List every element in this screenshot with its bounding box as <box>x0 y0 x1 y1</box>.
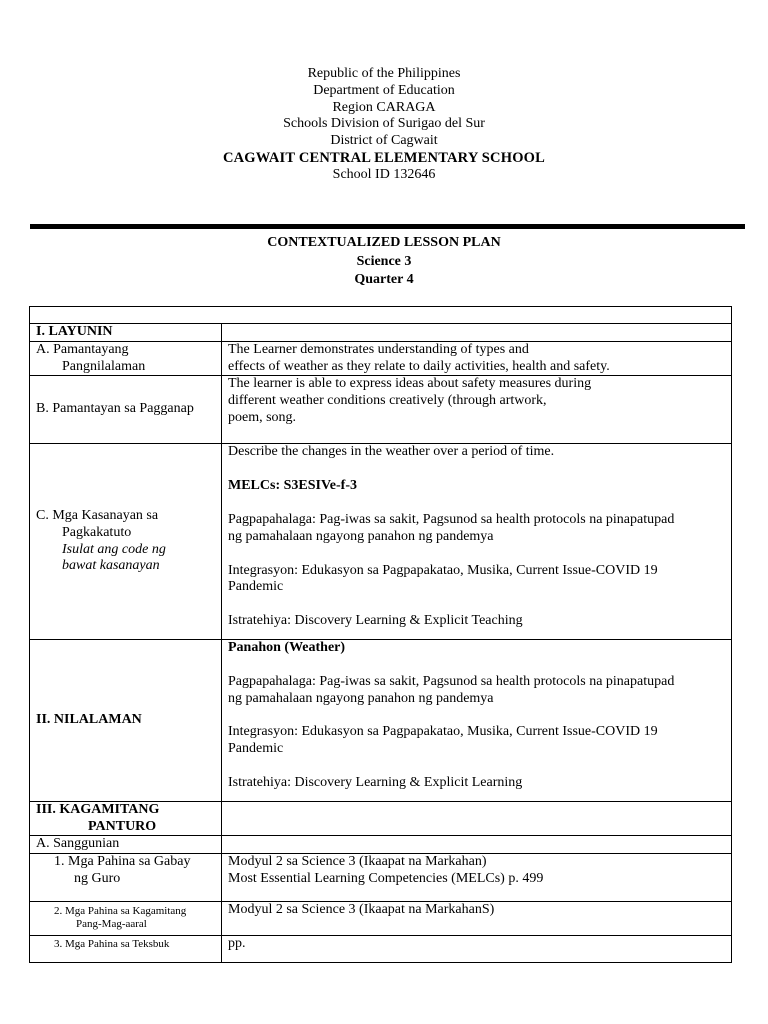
kagamitang-label-line1: III. KAGAMITANG <box>36 801 160 817</box>
kasanayan-label-line3: Isulat ang code ng <box>62 541 166 557</box>
row-layunin <box>30 324 732 342</box>
spacer-cell <box>30 307 732 324</box>
row-kagamitang-panturo <box>30 801 732 836</box>
layunin-label: I. LAYUNIN <box>30 324 222 342</box>
kasanayan-melcs: MELCs: S3ESIVe-f-3 <box>228 478 357 494</box>
kagamitang-label <box>30 801 222 836</box>
lesson-plan-title <box>0 234 768 290</box>
header-divider <box>30 224 745 229</box>
gabay-text-line2: Most Essential Learning Competencies (MELCs) p. 499 <box>228 870 544 886</box>
nilalaman-integrasyon-line2: Pandemic <box>228 741 284 757</box>
kasanayan-label-line4: bawat kasanayan <box>62 558 160 574</box>
gabay-label-line2: ng Guro <box>74 870 121 886</box>
document-header <box>0 66 768 184</box>
row-kasanayan <box>30 444 732 640</box>
header-region: Region CARAGA <box>332 99 436 115</box>
kasanayan-istratehiya: Istratehiya: Discovery Learning & Explicit Teaching <box>228 613 523 629</box>
nilalaman-istratehiya: Istratehiya: Discovery Learning & Explicit Learning <box>228 774 523 790</box>
kasanayan-pagpapahalaga-line1: Pagpapahalaga: Pag-iwas sa sakit, Pagsunod sa health protocols na pinapatupad <box>228 511 675 527</box>
nilalaman-integrasyon-line1: Integrasyon: Edukasyon sa Pagpapakatao, Musika, Current Issue-COVID 19 <box>228 724 658 740</box>
header-department: Department of Education <box>313 82 455 98</box>
kasanayan-integrasyon-line1: Integrasyon: Edukasyon sa Pagpapakatao, Musika, Current Issue-COVID 19 <box>228 562 658 578</box>
header-district: District of Cagwait <box>330 133 438 149</box>
kasanayan-value <box>222 444 732 640</box>
row-pamantayan-pagganap <box>30 376 732 444</box>
pamantayang-label <box>30 341 222 376</box>
mag-aaral-value: Modyul 2 sa Science 3 (Ikaapat na MarkahanS) <box>222 902 732 936</box>
row-gabay-guro <box>30 854 732 902</box>
nilalaman-value <box>222 639 732 801</box>
kasanayan-label <box>30 444 222 640</box>
row-kagamitang-mag-aaral <box>30 902 732 936</box>
header-division: Schools Division of Surigao del Sur <box>283 116 485 132</box>
gabay-value <box>222 854 732 902</box>
pagganap-text-line2: different weather conditions creatively (through artwork, <box>228 393 547 409</box>
pamantayang-label-line1: A. Pamantayang <box>36 341 129 357</box>
gabay-label <box>30 854 222 902</box>
title-lesson-plan: CONTEXTUALIZED LESSON PLAN <box>267 235 501 250</box>
title-quarter: Quarter 4 <box>354 272 414 287</box>
mag-aaral-label-line2: Pang-Mag-aaral <box>76 917 147 930</box>
gabay-text-line1: Modyul 2 sa Science 3 (Ikaapat na Markahan) <box>228 854 487 870</box>
row-sanggunian <box>30 836 732 854</box>
sanggunian-label: A. Sanggunian <box>30 836 222 854</box>
pamantayang-text-line2: effects of weather as they relate to daily activities, health and safety. <box>228 358 610 374</box>
gabay-label-line1: 1. Mga Pahina sa Gabay <box>54 854 191 870</box>
kasanayan-label-line2: Pagkakatuto <box>62 524 132 540</box>
header-republic: Republic of the Philippines <box>307 66 461 81</box>
pagganap-text-line1: The learner is able to express ideas about safety measures during <box>228 376 592 392</box>
nilalaman-topic: Panahon (Weather) <box>228 639 346 655</box>
pagganap-text-line3: poem, song. <box>228 409 297 425</box>
nilalaman-pagpapahalaga-line1: Pagpapahalaga: Pag-iwas sa sakit, Pagsunod sa health protocols na pinapatupad <box>228 673 675 689</box>
kagamitang-value <box>222 801 732 836</box>
kasanayan-pagpapahalaga-line2: ng pamahalaan ngayong panahon ng pandemya <box>228 528 494 544</box>
pamantayang-text-line1: The Learner demonstrates understanding of types and <box>228 341 529 357</box>
layunin-value <box>222 324 732 342</box>
header-school-name: CAGWAIT CENTRAL ELEMENTARY SCHOOL <box>222 149 546 166</box>
row-teksbuk <box>30 936 732 963</box>
teksbuk-value: pp. <box>222 936 732 963</box>
lesson-plan-table <box>29 306 732 963</box>
pamantayang-value <box>222 341 732 376</box>
nilalaman-pagpapahalaga-line2: ng pamahalaan ngayong panahon ng pandemya <box>228 690 494 706</box>
mag-aaral-label <box>30 902 222 936</box>
header-school-id: School ID 132646 <box>332 166 436 182</box>
row-nilalaman <box>30 639 732 801</box>
sanggunian-value <box>222 836 732 854</box>
kasanayan-describe: Describe the changes in the weather over a period of time. <box>228 444 555 460</box>
pagganap-label: B. Pamantayan sa Pagganap <box>30 376 222 444</box>
kagamitang-label-line2: PANTURO <box>88 818 157 834</box>
table-spacer-row <box>30 307 732 324</box>
pagganap-value <box>222 376 732 444</box>
title-subject: Science 3 <box>356 253 412 269</box>
pamantayang-label-line2: Pangnilalaman <box>62 358 146 374</box>
kasanayan-integrasyon-line2: Pandemic <box>228 579 284 595</box>
mag-aaral-label-line1: 2. Mga Pahina sa Kagamitang <box>54 905 187 918</box>
kasanayan-label-line1: C. Mga Kasanayan sa <box>36 508 159 524</box>
nilalaman-label: II. NILALAMAN <box>30 639 222 801</box>
row-pamantayang-pangnilalaman <box>30 341 732 376</box>
teksbuk-label: 3. Mga Pahina sa Teksbuk <box>30 936 222 963</box>
